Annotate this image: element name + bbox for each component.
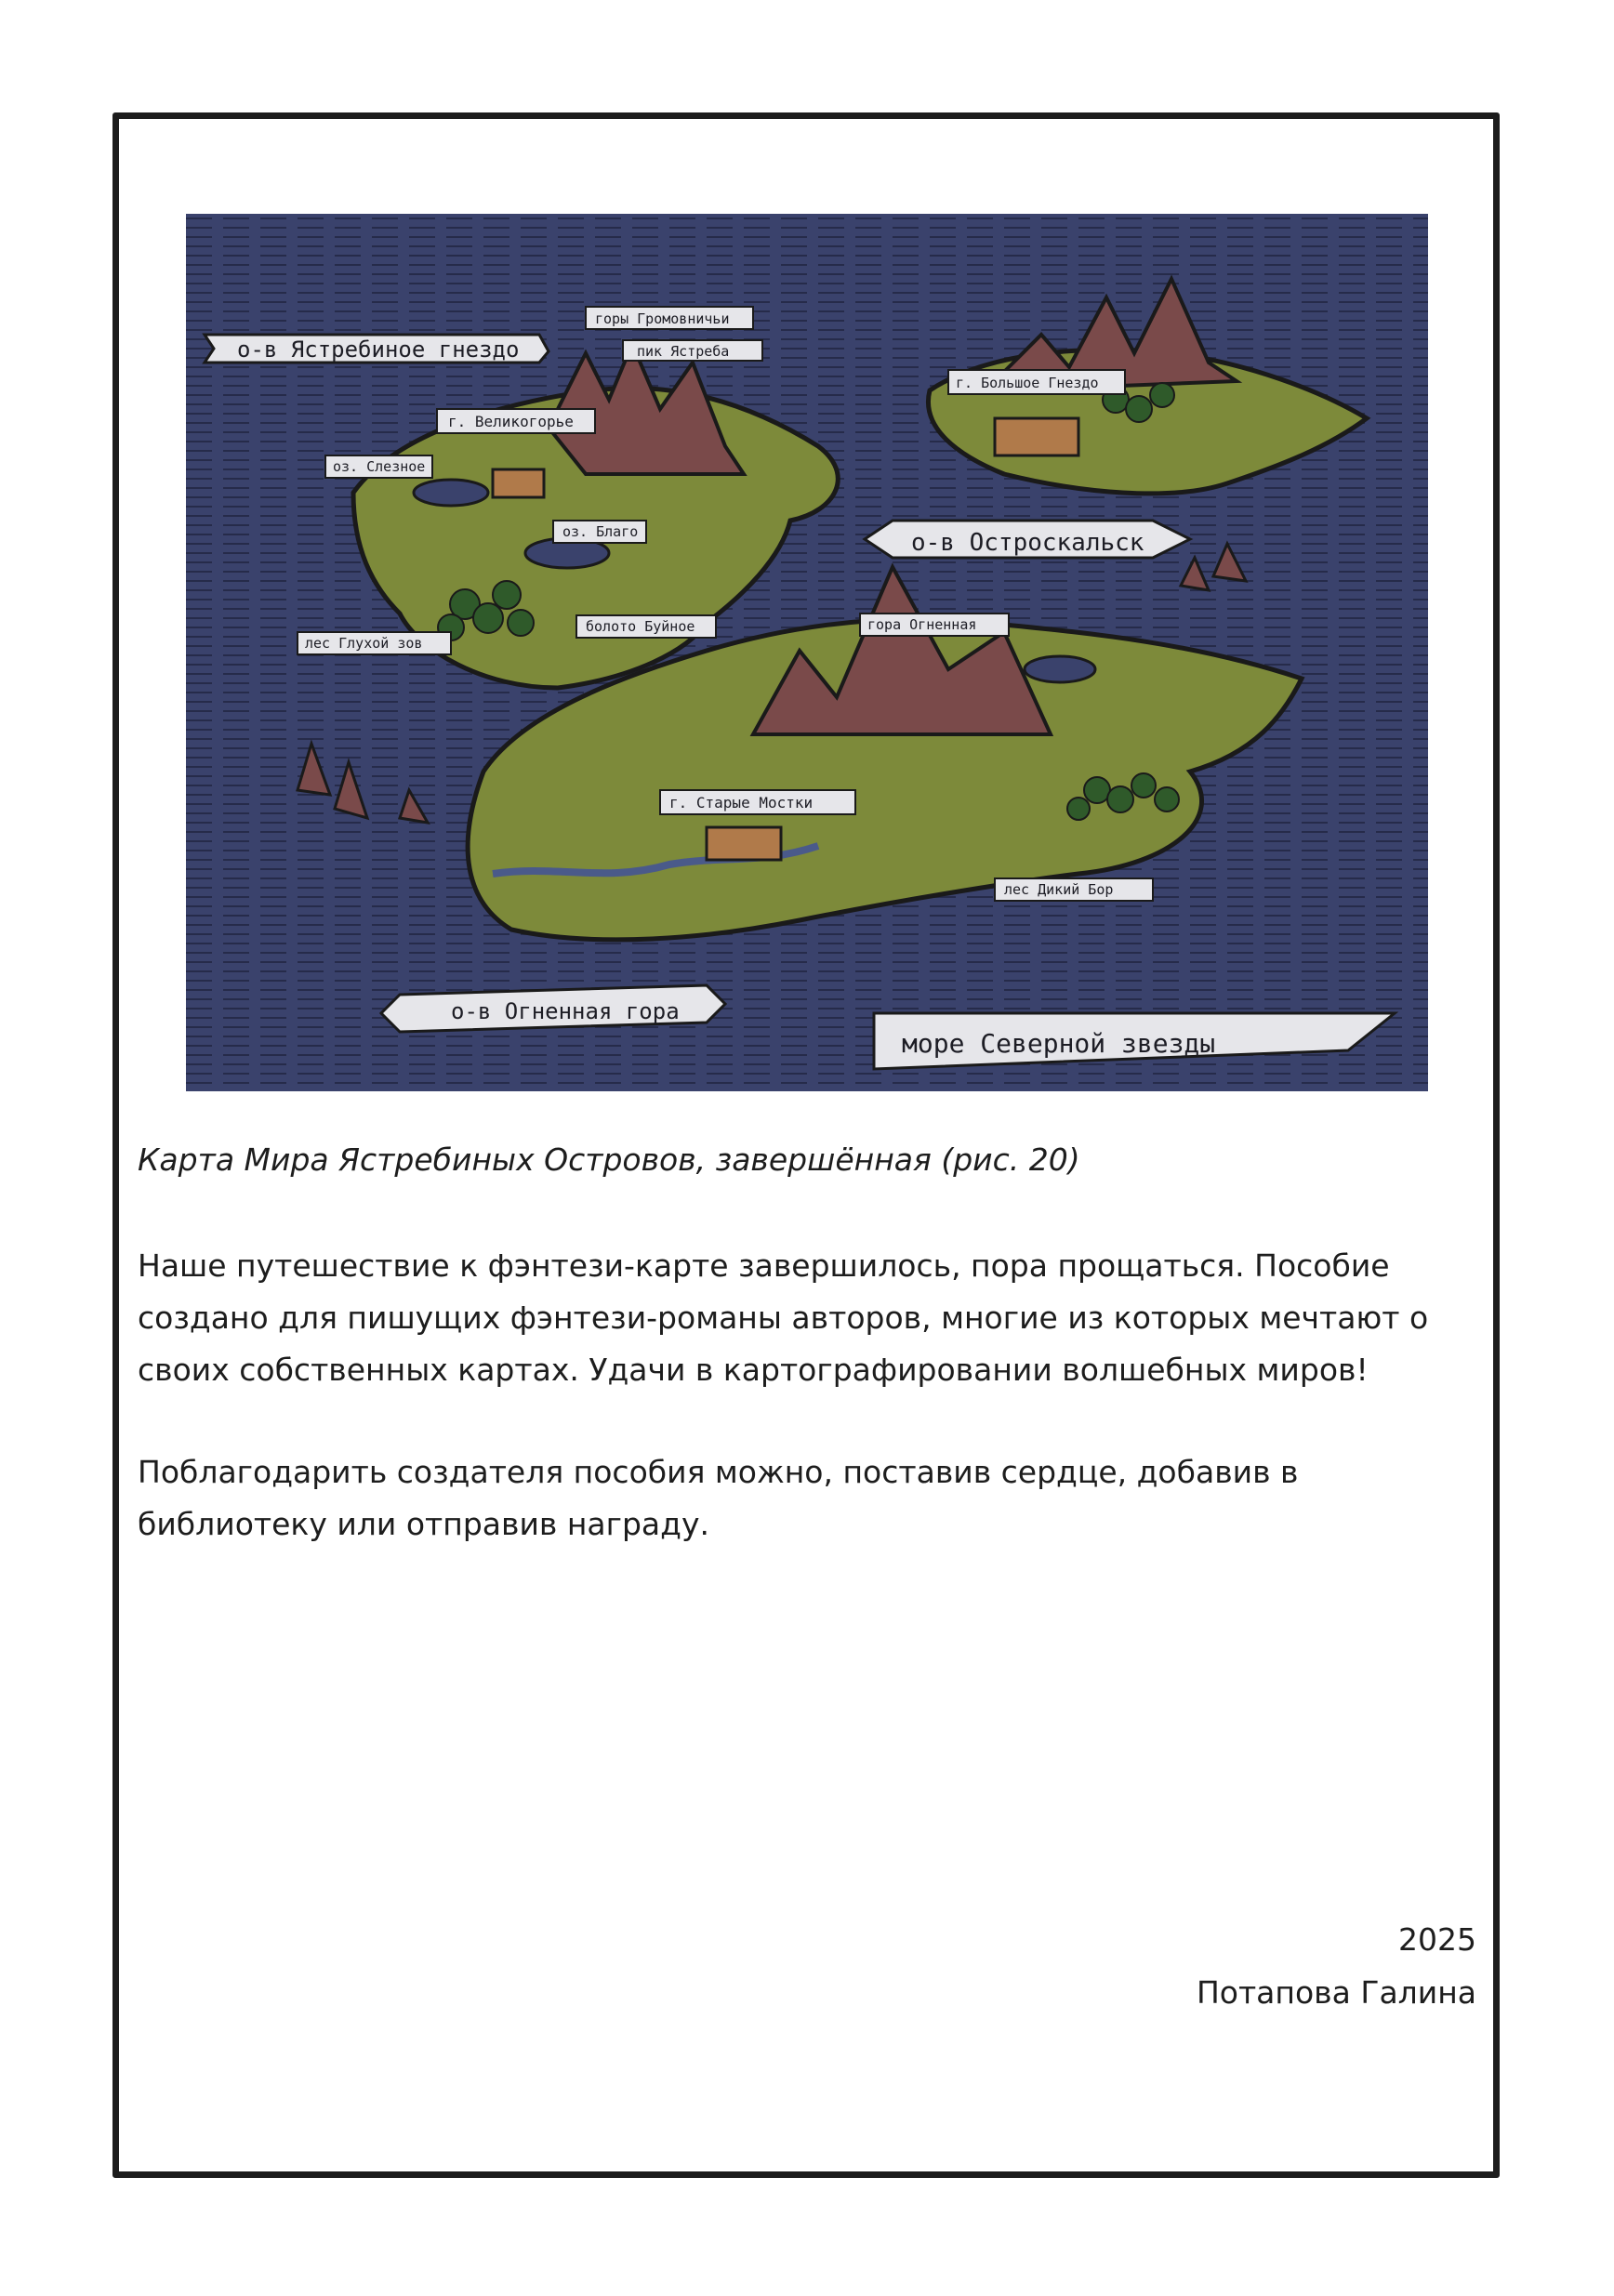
label-lake-blago: оз. Благо: [562, 523, 639, 540]
label-hawk-peak: пик Ястреба: [637, 343, 730, 360]
label-bolshoe-gnezdo: г. Большое Гнездо: [956, 375, 1099, 391]
label-starye-mostki: г. Старые Мостки: [669, 794, 814, 812]
label-mount-ognennaya: гора Огненная: [867, 616, 977, 633]
signature-author: Потапова Галина: [1196, 1974, 1476, 2011]
label-forest-gluhoy-zov: лес Глухой зов: [305, 635, 423, 652]
ribbon-text-sea: море Северной звезды: [902, 1028, 1216, 1059]
fantasy-map-illustration: [186, 214, 1428, 1091]
label-thunder-mountains: горы Громовничьи: [595, 310, 730, 327]
label-forest-dikiy-bor: лес Дикий Бор: [1004, 881, 1114, 898]
label-lake-sleznoe: оз. Слезное: [333, 458, 426, 475]
ribbon-text-ostroskalsk: о-в Остроскальск: [911, 529, 1144, 557]
paragraph-farewell: Наше путешествие к фэнтези-карте завершилось, пора прощаться. Пособие создано для пишущих фэнтези-романы авторов, многие из которых мечтают о своих собственных картах. Удачи в картографировании волшебных миров!: [138, 1247, 1429, 1388]
figure-caption: Карта Мира Ястребиных Островов, завершённая (рис. 20): [138, 1141, 1080, 1178]
ribbon-text-hawk-nest: о-в Ястребиное гнездо: [237, 336, 520, 363]
ribbon-text-fire-mountain: о-в Огненная гора: [451, 998, 680, 1024]
paragraph-thanks: Поблагодарить создателя пособия можно, поставив сердце, добавив в библиотеку или отправив награду.: [138, 1454, 1299, 1542]
label-swamp-buynoe: болото Буйное: [586, 618, 695, 635]
signature-year: 2025: [1398, 1921, 1476, 1958]
label-velikogorye: г. Великогорье: [448, 413, 574, 430]
